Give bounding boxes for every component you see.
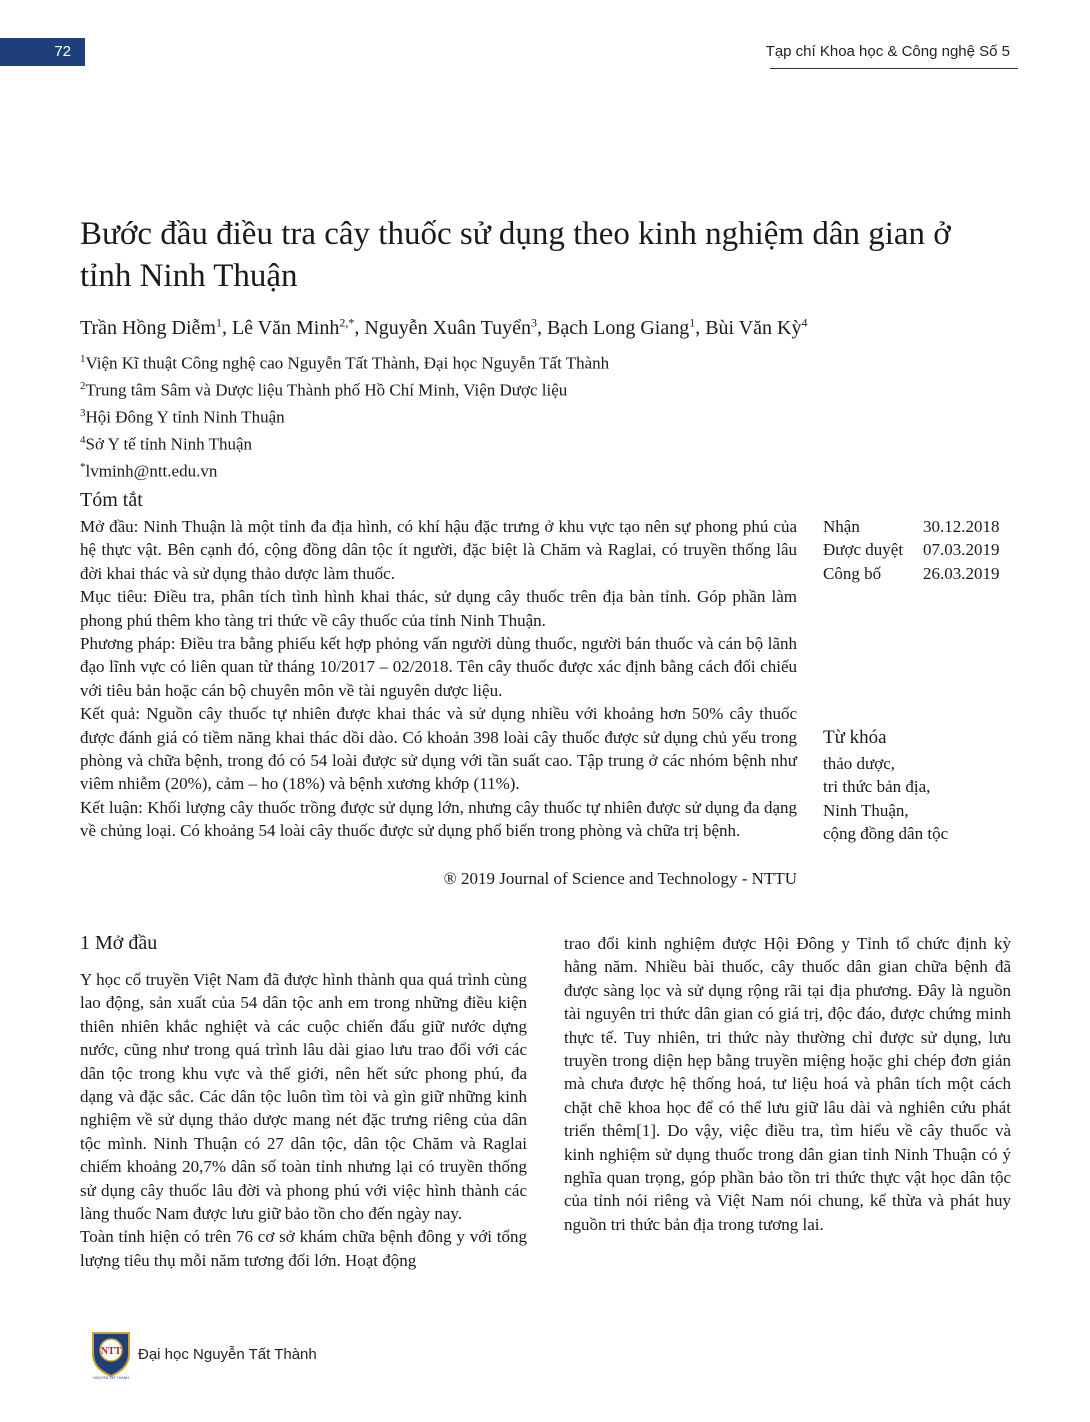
keyword: Ninh Thuận, (823, 800, 909, 820)
body-column-right (564, 932, 1011, 1236)
copyright-notice: ® 2019 Journal of Science and Technology - NTTU (443, 869, 797, 888)
abstract-conclusion: Kết luận: Khối lượng cây thuốc trồng được sử dụng lớn, nhưng cây thuốc tự nhiên được sử dụng đa dạng về chủng loại. Có khoảng 54 loài cây thuốc được sử dụng phổ biến trong phòng và chữa trị bệnh. (80, 797, 797, 841)
article-title: Bước đầu điều tra cây thuốc sử dụng theo kinh nghiệm dân gian ở tỉnh Ninh Thuận (80, 216, 951, 294)
affiliation: $^2$Trung tâm Sâm và Dược liệu Thành phố Hồ Chí Minh, Viện Dược liệu (80, 380, 568, 400)
section-heading: 1 Mở đầu (80, 932, 158, 954)
abstract-objective: Mục tiêu: Điều tra, phân tích tình hình khai thác, sử dụng cây thuốc trên địa bàn tỉnh. Góp phần làm phong phú thêm kho tàng tri thức về cây thuốc của tỉnh Ninh Thuận. (80, 587, 797, 630)
university-name: Đại học Nguyễn Tất Thành (138, 1346, 317, 1363)
university-logo (88, 1330, 134, 1380)
author: Lê Văn Minh$^{2,*}$ (231, 315, 355, 339)
keyword: tri thức bản địa, (823, 777, 931, 797)
publication-dates (823, 515, 1043, 585)
page-number: 72 (0, 38, 85, 66)
keyword-list (823, 752, 1023, 846)
abstract-body (80, 515, 797, 843)
author: Trần Hồng Diễm$^1$ (80, 315, 222, 339)
author: Nguyễn Xuân Tuyển$^3$ (364, 315, 538, 339)
abstract-method: Phương pháp: Điều tra bằng phiếu kết hợp phỏng vấn người dùng thuốc, người bán thuốc và cán bộ lãnh đạo lĩnh vực có liên quan từ tháng 10/2017 – 02/2018. Tên cây thuốc được xác định bằng cách đối chiếu với tiêu bản hoặc cán bộ chuyên môn về tài nguyên dược liệu. (80, 634, 797, 700)
body-paragraph: trao đổi kinh nghiệm được Hội Đông y Tỉnh tổ chức định kỳ hằng năm. Nhiều bài thuốc, cây thuốc dân gian chữa bệnh đã được sàng lọc và sử dụng rộng rãi tại địa phương. Đây là nguồn tài nguyên tri thức dân gian có giá trị, độc đáo, được chứng minh thực tế. Tuy nhiên, tri thức này thường chỉ được sử dụng, lưu truyền trong diện hẹp bằng truyền miệng hoặc ghi chép đơn giản mà chưa được hệ thống hoá, tư liệu hoá và phân tích một cách chặt chẽ khoa học để có thể lưu giữ lâu dài và nghiên cứu phát triển thêm[1]. Do vậy, việc điều tra, tìm hiểu về cây thuốc và kinh nghiệm sử dụng thuốc trong dân gian tỉnh Ninh Thuận có ý nghĩa quan trọng, góp phần bảo tồn tri thức thực vật học dân tộc của tỉnh nói riêng và Việt Nam nói chung, kế thừa và phát huy nguồn tri thức bản địa trong tương lai. (564, 934, 1011, 1234)
author: Bạch Long Giang$^1$ (547, 315, 696, 339)
abstract-heading: Tóm tắt (80, 489, 143, 511)
abstract-results: Kết quả: Nguồn cây thuốc tự nhiên được khai thác và sử dụng nhiều với khoảng hơn 50% cây thuốc được đánh giá có tiềm năng khai thác dồi dào. Có khoản 398 loài cây thuốc được sử dụng chủ yếu trong phòng và chữa bệnh, trong đó có 54 loài được sử dụng với tần suất cao. Tập trung ở các nhóm bệnh như viêm nhiễm (20%), cảm – ho (18%) và bệnh xương khớp (11%). (80, 704, 797, 794)
affiliation: $^1$Viện Kĩ thuật Công nghệ cao Nguyễn Tất Thành, Đại học Nguyễn Tất Thành (80, 353, 610, 373)
date-accepted: Được duyệt 07.03.2019 (823, 540, 1000, 560)
affiliation-list (80, 348, 880, 483)
date-published: Công bố 26.03.2019 (823, 563, 1000, 583)
author: Bùi Văn Kỳ$^4$ (705, 315, 808, 339)
header-rule (770, 68, 1018, 69)
keyword: thảo dược, (823, 754, 896, 773)
affiliation: $^3$Hội Đông Y tỉnh Ninh Thuận (80, 407, 285, 427)
body-column-left (80, 968, 527, 1272)
abstract-intro: Mở đầu: Ninh Thuận là một tỉnh đa địa hình, có khí hậu đặc trưng ở khu vực tạo nên sự phong phú của hệ thực vật. Bên cạnh đó, cộng đồng dân tộc ít người, đặc biệt là Chăm và Raglai, có truyền thống lâu đời khai thác và sử dụng thảo dược làm thuốc. (80, 517, 797, 583)
svg-text:NTT: NTT (100, 1346, 122, 1357)
body-paragraph: Toàn tỉnh hiện có trên 76 cơ sở khám chữa bệnh đông y với tổng lượng tiêu thụ mỗi năm tương đối lớn. Hoạt động (80, 1227, 527, 1270)
author-list: Trần Hồng Diễm$^1$, Lê Văn Minh$^{2,*}$, Nguyễn Xuân Tuyển$^3$, Bạch Long Giang$^1$, Bùi Văn Kỳ$^4$ (80, 315, 808, 339)
corresponding-email[interactable]: *lvminh@ntt.edu.vn (80, 461, 218, 481)
keyword: cộng đồng dân tộc (823, 824, 949, 844)
date-received: Nhận 30.12.2018 (823, 517, 1000, 536)
body-paragraph: Y học cổ truyền Việt Nam đã được hình thành qua quá trình cùng lao động, sản xuất của 54 dân tộc anh em trong những điều kiện thiên nhiên khắc nghiệt và các cuộc chiến đấu giữ nước dựng nước, cũng như trong quá trình lâu dài giao lưu trao đổi với các dân tộc trong khu vực và thế giới, nên hết sức phong phú, đa dạng và đặc sắc. Các dân tộc luôn tìm tòi và gìn giữ những kinh nghiệm về sử dụng thảo dược mang nét đặc trưng riêng của dân tộc mình. Ninh Thuận có 27 dân tộc, dân tộc Chăm và Raglai chiếm khoảng 20,7% dân số toàn tỉnh nhưng lại có truyền thống sử dụng cây thuốc lâu đời và phong phú với việc hình thành các làng thuốc Nam được lưu giữ bảo tồn cho đến ngày nay. (80, 970, 527, 1224)
svg-text:NGUYEN TAT THANH: NGUYEN TAT THANH (93, 1376, 129, 1380)
keywords-heading: Từ khóa (823, 727, 887, 748)
journal-name: Tạp chí Khoa học & Công nghệ Số 5 (765, 43, 1010, 60)
affiliation: $^4$Sở Y tế tỉnh Ninh Thuận (80, 434, 253, 454)
